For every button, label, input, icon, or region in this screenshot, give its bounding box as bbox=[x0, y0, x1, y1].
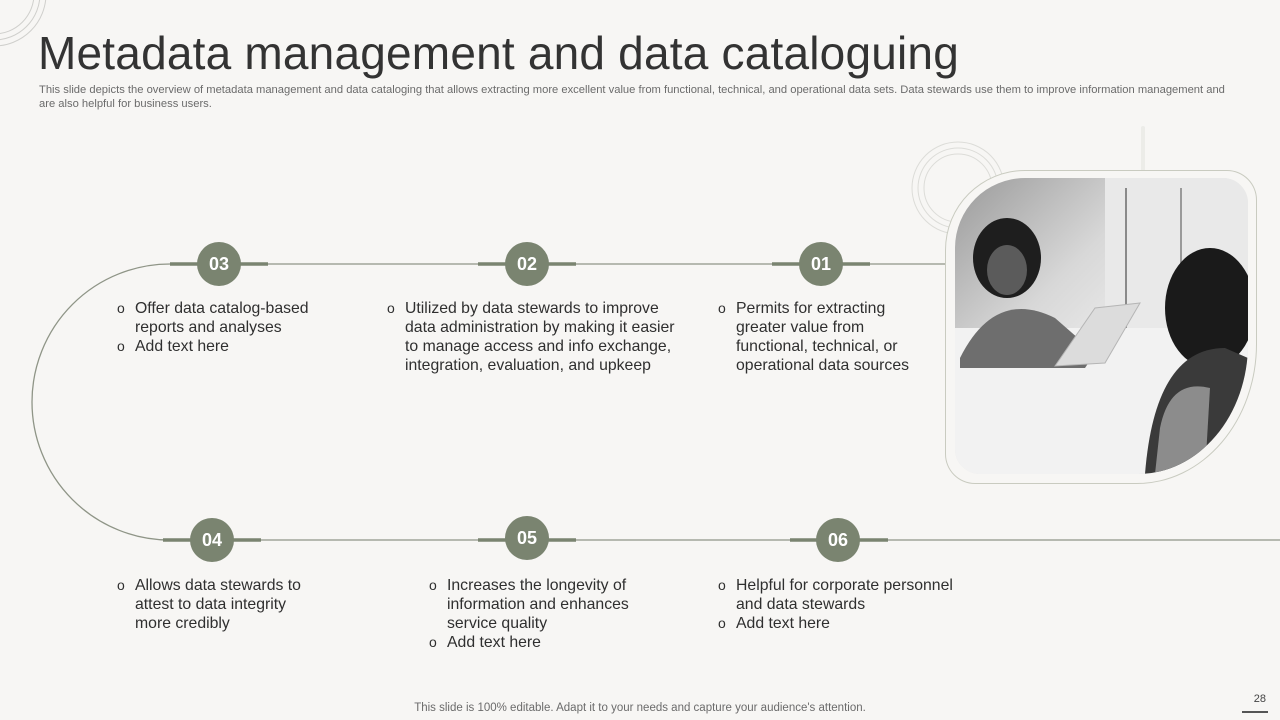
step-06-bullet-2: o Add text here bbox=[718, 614, 968, 633]
step-05-bullet-2: o Add text here bbox=[429, 633, 639, 652]
step-badge-03: 03 bbox=[197, 242, 241, 286]
step-05-bullet-1: o Increases the longevity of information and enhances service quality bbox=[429, 576, 639, 633]
step-badge-05: 05 bbox=[505, 516, 549, 560]
page-number: 28 bbox=[1253, 693, 1266, 705]
step-06-bullet-1: o Helpful for corporate personnel and data stewards bbox=[718, 576, 968, 614]
step-05-bullets bbox=[429, 576, 639, 652]
page-title: Metadata management and data cataloguing bbox=[38, 27, 959, 79]
step-badge-02: 02 bbox=[505, 242, 549, 286]
step-badge-04: 04 bbox=[190, 518, 234, 562]
step-02-bullets bbox=[387, 299, 677, 375]
step-01-bullet-1: o Permits for extracting greater value from functional, technical, or operational data sources bbox=[718, 299, 928, 375]
step-04-bullet-1: o Allows data stewards to attest to data integrity more credibly bbox=[117, 576, 317, 633]
footer-note: This slide is 100% editable. Adapt it to your needs and capture your audience's attention. bbox=[414, 702, 866, 714]
page-subtitle: This slide depicts the overview of metadata management and data cataloging that allows extracting more excellent value from functional, technical, and operational data sets. Data stewards use them to improve information management and are also helpful for business users. bbox=[39, 84, 1225, 110]
step-04-bullets bbox=[117, 576, 317, 633]
meeting-photo bbox=[955, 178, 1248, 474]
step-03-bullet-1: o Offer data catalog-based reports and analyses bbox=[117, 299, 332, 337]
page-number-underline bbox=[1242, 711, 1268, 713]
step-badge-06: 06 bbox=[816, 518, 860, 562]
step-01-bullets bbox=[718, 299, 928, 375]
meeting-illustration bbox=[955, 178, 1248, 474]
step-03-bullets bbox=[117, 299, 332, 356]
step-06-bullets bbox=[718, 576, 968, 633]
step-badge-01: 01 bbox=[799, 242, 843, 286]
step-03-bullet-2: o Add text here bbox=[117, 337, 332, 356]
step-02-bullet-1: o Utilized by data stewards to improve data administration by making it easier to manage access and info exchange, integration, evaluation, and upkeep bbox=[387, 299, 677, 375]
